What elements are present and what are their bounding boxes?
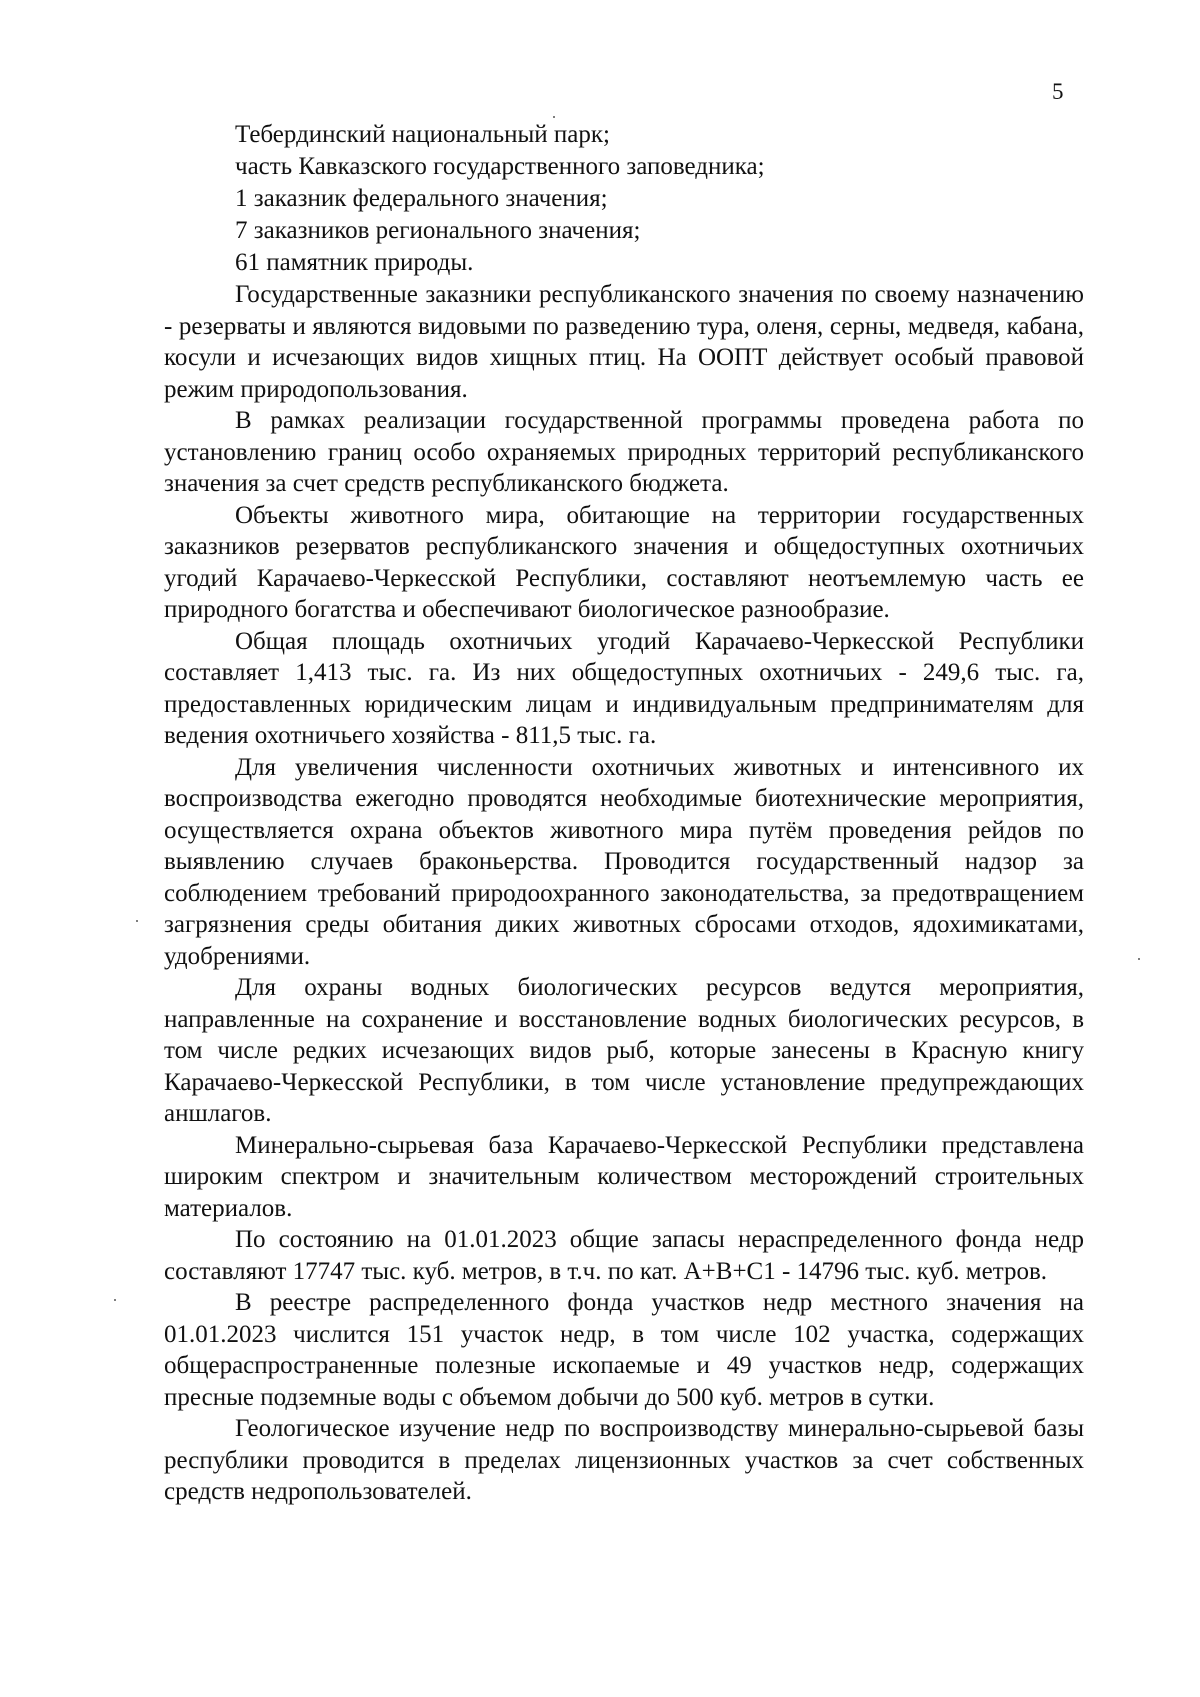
scan-speck — [553, 116, 555, 118]
protected-areas-list — [164, 119, 1084, 279]
scan-speck — [136, 920, 138, 922]
paragraph-wildlife: Объекты животного мира, обитающие на территории государственных заказников резерватов республиканского значения и общедоступных охотничьих угодий Карачаево-Черкесской Республики, составляют неотъемлемую часть ее природного богатства и обеспечивают биологическое разнообразие. — [164, 501, 1084, 623]
paragraph-borders: В рамках реализации государственной программы проведена работа по установлению границ особо охраняемых природных территорий республиканского значения за счет средств республиканского бюджета. — [164, 407, 1084, 497]
paragraph-reserves-fund: По состоянию на 01.01.2023 общие запасы нераспределенного фонда недр составляют 17747 тыс. куб. метров, в т.ч. по кат. А+В+С1 - 14796 тыс. куб. метров. — [164, 1226, 1084, 1285]
paragraph-geology: Геологическое изучение недр по воспроизводству минерально-сырьевой базы республики проводится в пределах лицензионных участков за счет собственных средств недропользователей. — [164, 1415, 1084, 1505]
paragraph-mineral-base: Минерально-сырьевая база Карачаево-Черкесской Республики представлена широким спектром и значительным количеством месторождений строительных материалов. — [164, 1131, 1084, 1222]
paragraph-register: В реестре распределенного фонда участков недр местного значения на 01.01.2023 числится 151 участок недр, в том числе 102 участка, содержащих общераспространенные полезные ископаемые и 49 участков недр, содержащих пресные подземные воды с объемом добычи до 500 куб. метров в сутки. — [164, 1289, 1084, 1411]
document-body — [164, 119, 1084, 1508]
scan-speck — [1138, 958, 1140, 960]
paragraph-reserves: Государственные заказники республиканского значения по своему назначению - резерваты и являются видовыми по разведению тура, оленя, серны, медведя, кабана, косули и исчезающих видов хищных птиц. На ООПТ действует особый правовой режим природопользования. — [164, 281, 1084, 403]
list-item: часть Кавказского государственного заповедника; — [235, 153, 765, 180]
list-item: Тебердинский национальный парк; — [235, 121, 610, 148]
paragraph-aquatic: Для охраны водных биологических ресурсов ведутся мероприятия, направленные на сохранение и восстановление водных биологических ресурсов, в том числе редких исчезающих видов рыб, которые занесены в Красную книгу Карачаево-Черкесской Республики, в том числе установление предупреждающих аншлагов. — [164, 974, 1084, 1127]
list-item: 7 заказников регионального значения; — [235, 217, 641, 244]
paragraph-biotechnical: Для увеличения численности охотничьих животных и интенсивного их воспроизводства ежегодно проводятся необходимые биотехнические мероприятия, осуществляется охрана объектов животного мира путём проведения рейдов по выявлению случаев браконьерства. Проводится государственный надзор за соблюдением требований природоохранного законодательства, за предотвращением загрязнения среды обитания диких животных сбросами отходов, ядохимикатами, удобрениями. — [164, 753, 1084, 970]
list-item: 61 памятник природы. — [235, 249, 474, 276]
paragraph-hunting-area: Общая площадь охотничьих угодий Карачаево-Черкесской Республики составляет 1,413 тыс. га. Из них общедоступных охотничьих - 249,6 тыс. га, предоставленных юридическим лицам и индивидуальным предпринимателям для ведения охотничьего хозяйства - 811,5 тыс. га. — [164, 627, 1084, 749]
list-item: 1 заказник федерального значения; — [235, 185, 608, 212]
scan-speck — [114, 1299, 116, 1301]
page-number: 5 — [1052, 79, 1064, 104]
